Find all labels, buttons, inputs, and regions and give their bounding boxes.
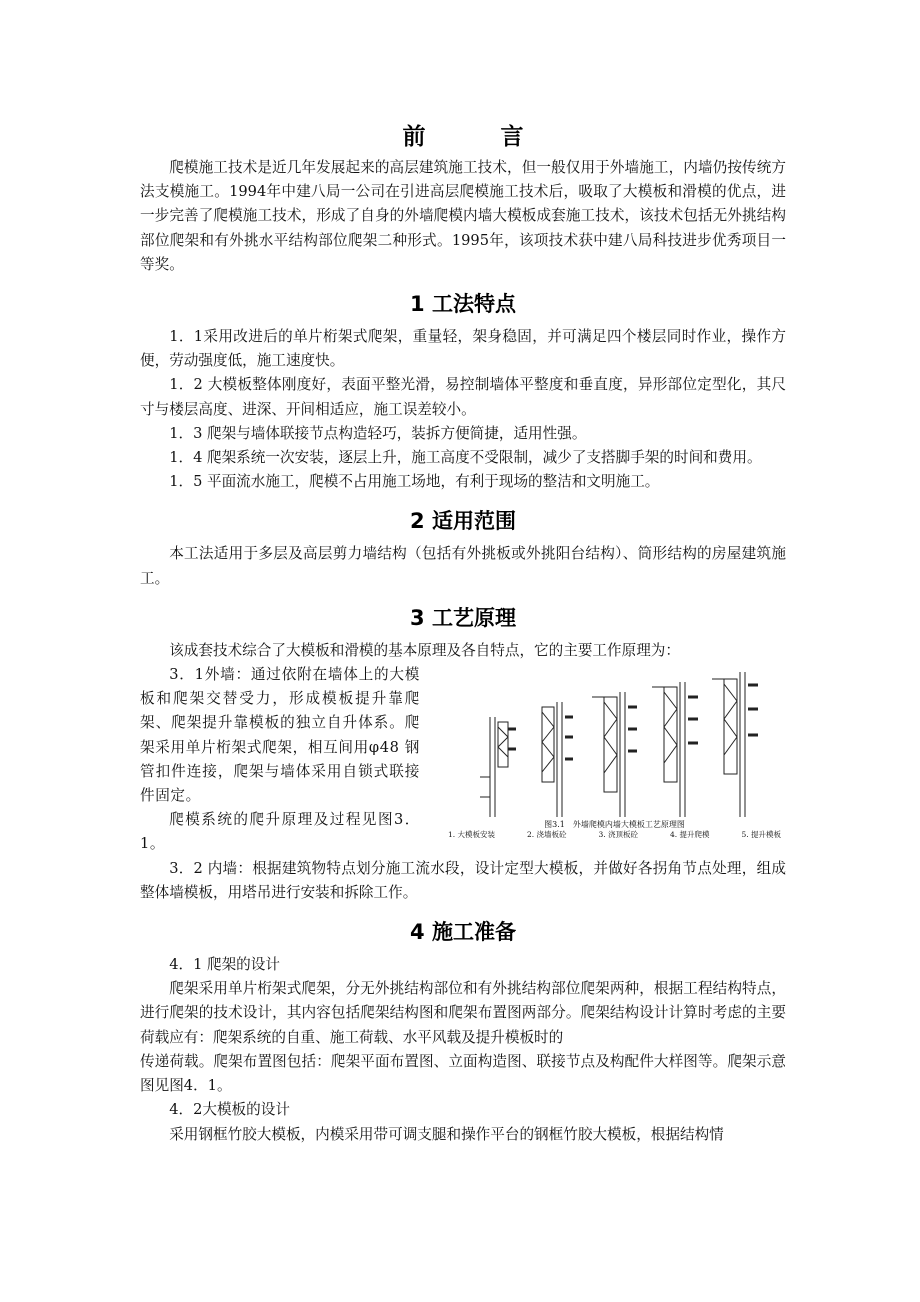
figure-3-1: [442, 667, 787, 840]
scope-paragraph: 本工法适用于多层及高层剪力墙结构（包括有外挑板或外挑阳台结构）、筒形结构的房屋建筑施工。: [140, 545, 786, 587]
feature-item-5: 1．5 平面流水施工，爬模不占用施工场地，有利于现场的整洁和文明施工。: [169, 473, 660, 491]
subheading-4-2: 4．2大模板的设计: [169, 1101, 290, 1119]
principle-3-2: 3．2 内墙：根据建筑物特点划分施工流水段，设计定型大模板，并做好各拐角节点处理，组成整体墙模板，用塔吊进行安装和拆除工作。: [140, 859, 786, 901]
section-heading-2: 2 适用范围: [410, 509, 516, 534]
section-heading-4: 4 施工准备: [410, 920, 516, 945]
stage-2-drawing: [542, 702, 573, 817]
preface-paragraph: 爬模施工技术是近几年发展起来的高层建筑施工技术，但一般仅用于外墙施工，内墙仍按传统方法支模施工。1994年中建八局一公司在引进高层爬模施工技术后，吸取了大模板和滑模的优点，进一步完善了爬模施工技术，形成了自身的外墙爬模内墙大模板成套施工技术，该技术包括无外挑结构部位爬架和有外挑水平结构部位爬架二种形式。1995年，该项技术获中建八局科技进步优秀项目一等奖。: [140, 159, 786, 273]
figure-side-text: [140, 663, 420, 857]
page-title: 前 言: [402, 124, 550, 150]
figure-step-5: 5. 提升模板: [741, 830, 781, 840]
figure-step-3: 3. 浇顶板砼: [598, 830, 639, 840]
document-body: [140, 120, 786, 1147]
stage-3-drawing: [592, 692, 637, 817]
design-paragraph-1-cont: 传递荷载。爬架布置图包括：爬架平面布置图、立面构造图、联接节点及构配件大样图等。爬架示意图见图4．1。: [140, 1052, 786, 1095]
figure-caption: 图3.1 外墙爬模内墙大模板工艺原理图: [544, 820, 685, 830]
stage-5-drawing: [712, 672, 758, 817]
principle-intro: 该成套技术综合了大模板和滑模的基本原理及各自特点，它的主要工作原理为：: [169, 641, 680, 659]
climbing-formwork-diagram: [442, 667, 787, 817]
feature-item-4: 1．4 爬架系统一次安装，逐层上升，施工高度不受限制，减少了支搭脚手架的时间和费用。: [169, 449, 762, 467]
feature-item-3: 1．3 爬架与墙体联接节点构造轻巧，装拆方便简捷，适用性强。: [169, 424, 587, 442]
feature-item-1: 1．1采用改进后的单片桁架式爬架，重量轻，架身稳固，并可满足四个楼层同时作业，操作方便，劳动强度低，施工速度快。: [140, 328, 786, 370]
design-paragraph-1: 爬架采用单片桁架式爬架，分无外挑结构部位和有外挑结构部位爬架两种，根据工程结构特点，进行爬架的技术设计，其内容包括爬架结构图和爬架布置图两部分。爬架结构设计计算时考虑的主要荷载应有：爬架系统的自重、施工荷载、水平风载及提升模板时的: [140, 980, 786, 1046]
principle-3-1: 3．1外墙：通过依附在墙体上的大模板和爬架交替受力，形成模板提升靠爬架、爬架提升靠模板的独立自升体系。爬架采用单片桁架式爬架，相互间用φ48 钢管扣件连接，爬架与墙体采用自锁式联接件固定。: [140, 666, 420, 805]
feature-item-2: 1．2 大模板整体刚度好，表面平整光滑，易控制墙体平整度和垂直度，异形部位定型化，其尺寸与楼层高度、进深、开间相适应，施工误差较小。: [140, 376, 786, 418]
stage-1-drawing: [480, 717, 516, 817]
figure-step-1: 1. 大模板安装: [448, 830, 496, 840]
figure-step-labels: [442, 830, 787, 840]
principle-3-1-ref: 爬模系统的爬升原理及过程见图3．1。: [140, 811, 420, 853]
section-heading-1: 1 工法特点: [410, 292, 516, 317]
figure-row: [140, 663, 786, 857]
figure-step-4: 4. 提升爬模: [669, 830, 710, 840]
subheading-4-1: 4．1 爬架的设计: [169, 956, 280, 974]
figure-step-2: 2. 浇墙板砼: [526, 830, 567, 840]
section-heading-3: 3 工艺原理: [410, 605, 516, 630]
design-paragraph-2: 采用钢框竹胶大模板，内模采用带可调支腿和操作平台的钢框竹胶大模板，根据结构情: [169, 1125, 724, 1143]
stage-4-drawing: [652, 682, 698, 817]
